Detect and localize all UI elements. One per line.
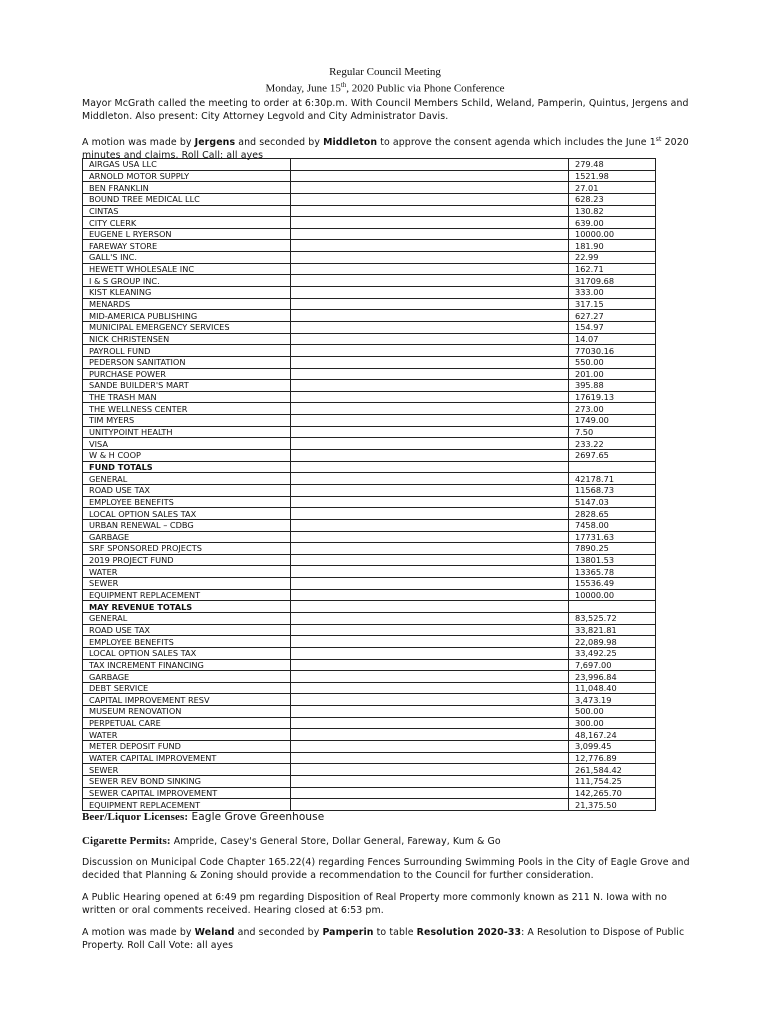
row-name: BOUND TREE MEDICAL LLC bbox=[83, 193, 291, 205]
consent-ordinal: st bbox=[655, 136, 662, 143]
row-blank bbox=[291, 240, 569, 252]
claims-table bbox=[82, 158, 656, 811]
resolution-mover: Weland bbox=[194, 927, 235, 938]
table-row bbox=[83, 170, 656, 182]
row-amount: 33,821.81 bbox=[569, 624, 656, 636]
table-row bbox=[83, 368, 656, 380]
row-blank bbox=[291, 729, 569, 741]
table-row bbox=[83, 578, 656, 590]
table-row bbox=[83, 321, 656, 333]
row-name: CINTAS bbox=[83, 205, 291, 217]
row-name: WATER bbox=[83, 729, 291, 741]
row-blank bbox=[291, 566, 569, 578]
row-blank bbox=[291, 612, 569, 624]
row-name: THE TRASH MAN bbox=[83, 391, 291, 403]
table-row bbox=[83, 159, 656, 171]
consent-text-2: and seconded by bbox=[235, 137, 324, 149]
table-row bbox=[83, 519, 656, 531]
row-blank bbox=[291, 473, 569, 485]
row-blank bbox=[291, 461, 569, 473]
table-row bbox=[83, 228, 656, 240]
table-row bbox=[83, 531, 656, 543]
row-amount: 627.27 bbox=[569, 310, 656, 322]
table-row bbox=[83, 287, 656, 299]
table-row bbox=[83, 391, 656, 403]
table-row bbox=[83, 275, 656, 287]
row-blank bbox=[291, 589, 569, 601]
row-name: MUSEUM RENOVATION bbox=[83, 706, 291, 718]
row-blank bbox=[291, 380, 569, 392]
row-amount: 111,754.25 bbox=[569, 775, 656, 787]
table-row bbox=[83, 752, 656, 764]
table-section-heading bbox=[83, 461, 656, 473]
row-blank bbox=[291, 333, 569, 345]
row-amount: 11568.73 bbox=[569, 484, 656, 496]
row-name: THE WELLNESS CENTER bbox=[83, 403, 291, 415]
row-name: VISA bbox=[83, 438, 291, 450]
row-amount: 17619.13 bbox=[569, 391, 656, 403]
resolution-text-1: A motion was made by bbox=[82, 927, 195, 938]
row-blank bbox=[291, 287, 569, 299]
row-name: DEBT SERVICE bbox=[83, 682, 291, 694]
row-amount: 33,492.25 bbox=[569, 647, 656, 659]
row-name: FAREWAY STORE bbox=[83, 240, 291, 252]
table-row bbox=[83, 298, 656, 310]
row-blank bbox=[291, 193, 569, 205]
row-name: METER DEPOSIT FUND bbox=[83, 741, 291, 753]
row-blank bbox=[291, 647, 569, 659]
row-blank bbox=[291, 636, 569, 648]
table-row bbox=[83, 240, 656, 252]
row-amount: 550.00 bbox=[569, 356, 656, 368]
cigarette-label: Cigarette Permits: bbox=[82, 835, 171, 847]
row-amount: 300.00 bbox=[569, 717, 656, 729]
row-amount: 10000.00 bbox=[569, 589, 656, 601]
table-row bbox=[83, 438, 656, 450]
row-amount: 201.00 bbox=[569, 368, 656, 380]
row-amount: 22,089.98 bbox=[569, 636, 656, 648]
row-blank bbox=[291, 182, 569, 194]
row-amount: 1749.00 bbox=[569, 415, 656, 427]
row-name: EQUIPMENT REPLACEMENT bbox=[83, 799, 291, 811]
table-row bbox=[83, 345, 656, 357]
row-blank bbox=[291, 741, 569, 753]
table-row bbox=[83, 252, 656, 264]
row-blank bbox=[291, 368, 569, 380]
table-row bbox=[83, 659, 656, 671]
table-row bbox=[83, 356, 656, 368]
subtitle-date: Monday, June 15 bbox=[265, 82, 341, 95]
row-name: ROAD USE TAX bbox=[83, 624, 291, 636]
row-blank bbox=[291, 519, 569, 531]
row-blank bbox=[291, 298, 569, 310]
table-row bbox=[83, 508, 656, 520]
table-row bbox=[83, 589, 656, 601]
row-amount: 500.00 bbox=[569, 706, 656, 718]
table-row bbox=[83, 554, 656, 566]
row-amount: 1521.98 bbox=[569, 170, 656, 182]
row-name: WATER CAPITAL IMPROVEMENT bbox=[83, 752, 291, 764]
row-blank bbox=[291, 484, 569, 496]
row-blank bbox=[291, 159, 569, 171]
consent-text-3: to approve the consent agenda which includes the June 1 bbox=[377, 137, 656, 149]
row-amount: 21,375.50 bbox=[569, 799, 656, 811]
table-row bbox=[83, 193, 656, 205]
row-name: MID-AMERICA PUBLISHING bbox=[83, 310, 291, 322]
row-blank bbox=[291, 531, 569, 543]
row-name: SEWER bbox=[83, 578, 291, 590]
row-name: SEWER bbox=[83, 764, 291, 776]
row-name: GALL'S INC. bbox=[83, 252, 291, 264]
table-row bbox=[83, 682, 656, 694]
table-row bbox=[83, 426, 656, 438]
row-blank bbox=[291, 671, 569, 683]
row-blank bbox=[291, 217, 569, 229]
row-amount: 181.90 bbox=[569, 240, 656, 252]
row-name: PURCHASE POWER bbox=[83, 368, 291, 380]
row-name: HEWETT WHOLESALE INC bbox=[83, 263, 291, 275]
row-amount: 48,167.24 bbox=[569, 729, 656, 741]
table-row bbox=[83, 496, 656, 508]
row-blank bbox=[291, 682, 569, 694]
table-row bbox=[83, 799, 656, 811]
row-name: GARBAGE bbox=[83, 531, 291, 543]
table-row bbox=[83, 764, 656, 776]
row-name: PEDERSON SANITATION bbox=[83, 356, 291, 368]
row-blank bbox=[291, 321, 569, 333]
row-blank bbox=[291, 310, 569, 322]
row-name: SEWER CAPITAL IMPROVEMENT bbox=[83, 787, 291, 799]
table-row bbox=[83, 612, 656, 624]
table-row bbox=[83, 729, 656, 741]
row-blank bbox=[291, 706, 569, 718]
row-amount: 15536.49 bbox=[569, 578, 656, 590]
table-row bbox=[83, 333, 656, 345]
resolution-number: Resolution 2020-33 bbox=[416, 927, 522, 938]
row-name: MAY REVENUE TOTALS bbox=[83, 601, 291, 613]
row-blank bbox=[291, 205, 569, 217]
table-row bbox=[83, 415, 656, 427]
row-blank bbox=[291, 775, 569, 787]
row-name: EMPLOYEE BENEFITS bbox=[83, 496, 291, 508]
row-amount: 317.15 bbox=[569, 298, 656, 310]
row-blank bbox=[291, 543, 569, 555]
table-row bbox=[83, 775, 656, 787]
row-blank bbox=[291, 624, 569, 636]
cigarette-value: Ampride, Casey's General Store, Dollar General, Fareway, Kum & Go bbox=[170, 836, 501, 847]
row-name: GENERAL bbox=[83, 473, 291, 485]
row-amount: 17731.63 bbox=[569, 531, 656, 543]
meeting-title: Regular Council Meeting bbox=[329, 66, 441, 78]
table-row bbox=[83, 566, 656, 578]
table-row bbox=[83, 205, 656, 217]
row-name: BEN FRANKLIN bbox=[83, 182, 291, 194]
row-name: PERPETUAL CARE bbox=[83, 717, 291, 729]
row-blank bbox=[291, 252, 569, 264]
row-blank bbox=[291, 764, 569, 776]
row-name: ROAD USE TAX bbox=[83, 484, 291, 496]
row-blank bbox=[291, 601, 569, 613]
table-row bbox=[83, 717, 656, 729]
row-amount: 22.99 bbox=[569, 252, 656, 264]
beer-value: Eagle Grove Greenhouse bbox=[188, 811, 325, 823]
row-amount: 3,473.19 bbox=[569, 694, 656, 706]
row-name: SEWER REV BOND SINKING bbox=[83, 775, 291, 787]
row-name: GARBAGE bbox=[83, 671, 291, 683]
row-blank bbox=[291, 275, 569, 287]
row-blank bbox=[291, 496, 569, 508]
row-amount: 154.97 bbox=[569, 321, 656, 333]
row-name: MUNICIPAL EMERGENCY SERVICES bbox=[83, 321, 291, 333]
resolution-text-3: to table bbox=[373, 927, 417, 938]
consent-seconder: Middleton bbox=[323, 137, 378, 149]
row-amount: 7.50 bbox=[569, 426, 656, 438]
table-row bbox=[83, 706, 656, 718]
row-amount: 395.88 bbox=[569, 380, 656, 392]
subtitle-ordinal: th bbox=[340, 81, 347, 89]
row-blank bbox=[291, 415, 569, 427]
row-blank bbox=[291, 403, 569, 415]
table-row bbox=[83, 636, 656, 648]
beer-licenses bbox=[82, 811, 692, 825]
intro-paragraph: Mayor McGrath called the meeting to order at 6:30p.m. With Council Members Schild, Weland, Pamperin, Quintus, Jergens and Middleton. Also present: City Attorney Legvold and City Administrator Davis. bbox=[82, 98, 689, 122]
table-row bbox=[83, 694, 656, 706]
row-name: CITY CLERK bbox=[83, 217, 291, 229]
table-row bbox=[83, 484, 656, 496]
table-row bbox=[83, 380, 656, 392]
row-amount: 628.23 bbox=[569, 193, 656, 205]
table-row bbox=[83, 310, 656, 322]
row-amount: 162.71 bbox=[569, 263, 656, 275]
row-amount: 31709.68 bbox=[569, 275, 656, 287]
row-blank bbox=[291, 426, 569, 438]
row-name: MENARDS bbox=[83, 298, 291, 310]
row-amount: 77030.16 bbox=[569, 345, 656, 357]
table-row bbox=[83, 543, 656, 555]
row-blank bbox=[291, 228, 569, 240]
row-blank bbox=[291, 578, 569, 590]
consent-text-1: A motion was made by bbox=[82, 137, 195, 149]
subtitle-venue: , 2020 Public via Phone Conference bbox=[346, 82, 505, 95]
consent-mover: Jergens bbox=[194, 137, 236, 149]
row-blank bbox=[291, 356, 569, 368]
row-blank bbox=[291, 508, 569, 520]
row-name: WATER bbox=[83, 566, 291, 578]
row-blank bbox=[291, 450, 569, 462]
row-name: PAYROLL FUND bbox=[83, 345, 291, 357]
cigarette-permits bbox=[82, 835, 692, 849]
row-name: TAX INCREMENT FINANCING bbox=[83, 659, 291, 671]
row-name: LOCAL OPTION SALES TAX bbox=[83, 647, 291, 659]
row-blank bbox=[291, 787, 569, 799]
meeting-header bbox=[0, 66, 770, 96]
row-amount: 233.22 bbox=[569, 438, 656, 450]
row-amount: 2828.65 bbox=[569, 508, 656, 520]
row-blank bbox=[291, 263, 569, 275]
row-amount: 83,525.72 bbox=[569, 612, 656, 624]
row-name: UNITYPOINT HEALTH bbox=[83, 426, 291, 438]
row-amount: 13801.53 bbox=[569, 554, 656, 566]
row-name: SRF SPONSORED PROJECTS bbox=[83, 543, 291, 555]
resolution-text-2: and seconded by bbox=[234, 927, 323, 938]
row-name: EUGENE L RYERSON bbox=[83, 228, 291, 240]
discussion-paragraph: Discussion on Municipal Code Chapter 165.22(4) regarding Fences Surrounding Swimming Pools in the City of Eagle Grove and decided that Planning & Zoning should provide a recommendation to the Council for further consideration. bbox=[82, 857, 690, 881]
row-amount: 7458.00 bbox=[569, 519, 656, 531]
row-amount: 13365.78 bbox=[569, 566, 656, 578]
row-name: W & H COOP bbox=[83, 450, 291, 462]
row-blank bbox=[291, 438, 569, 450]
row-blank bbox=[291, 554, 569, 566]
row-amount: 23,996.84 bbox=[569, 671, 656, 683]
table-row bbox=[83, 473, 656, 485]
row-name: KIST KLEANING bbox=[83, 287, 291, 299]
beer-label: Beer/Liquor Licenses: bbox=[82, 811, 189, 823]
row-name: CAPITAL IMPROVEMENT RESV bbox=[83, 694, 291, 706]
row-amount: 7,697.00 bbox=[569, 659, 656, 671]
table-row bbox=[83, 217, 656, 229]
hearing-paragraph: A Public Hearing opened at 6:49 pm regarding Disposition of Real Property more commonly known as 211 N. Iowa with no written or oral comments received. Hearing closed at 6:53 pm. bbox=[82, 892, 667, 916]
row-name: URBAN RENEWAL – CDBG bbox=[83, 519, 291, 531]
row-name: NICK CHRISTENSEN bbox=[83, 333, 291, 345]
table-row bbox=[83, 671, 656, 683]
row-amount: 130.82 bbox=[569, 205, 656, 217]
row-amount: 7890.25 bbox=[569, 543, 656, 555]
row-amount: 11,048.40 bbox=[569, 682, 656, 694]
row-blank bbox=[291, 717, 569, 729]
row-amount: 5147.03 bbox=[569, 496, 656, 508]
row-blank bbox=[291, 170, 569, 182]
consent-text-4: 2020 minutes and claims. Roll Call: all ayes bbox=[82, 137, 689, 161]
row-blank bbox=[291, 752, 569, 764]
row-name: EQUIPMENT REPLACEMENT bbox=[83, 589, 291, 601]
row-blank bbox=[291, 391, 569, 403]
row-name: GENERAL bbox=[83, 612, 291, 624]
row-name: I & S GROUP INC. bbox=[83, 275, 291, 287]
table-row bbox=[83, 182, 656, 194]
row-name: TIM MYERS bbox=[83, 415, 291, 427]
table-row bbox=[83, 450, 656, 462]
row-amount: 27.01 bbox=[569, 182, 656, 194]
resolution-seconder: Pamperin bbox=[322, 927, 374, 938]
row-amount: 12,776.89 bbox=[569, 752, 656, 764]
row-amount: 2697.65 bbox=[569, 450, 656, 462]
row-blank bbox=[291, 694, 569, 706]
row-amount bbox=[569, 601, 656, 613]
resolution-text-4: : A Resolution to Dispose of Public Property. Roll Call Vote: all ayes bbox=[82, 927, 685, 951]
row-name: AIRGAS USA LLC bbox=[83, 159, 291, 171]
resolution-motion-paragraph bbox=[82, 927, 692, 952]
row-amount: 10000.00 bbox=[569, 228, 656, 240]
row-amount: 14.07 bbox=[569, 333, 656, 345]
row-amount: 273.00 bbox=[569, 403, 656, 415]
row-amount: 3,099.45 bbox=[569, 741, 656, 753]
row-blank bbox=[291, 345, 569, 357]
row-name: SANDE BUILDER'S MART bbox=[83, 380, 291, 392]
row-amount: 639.00 bbox=[569, 217, 656, 229]
row-amount: 142,265.70 bbox=[569, 787, 656, 799]
row-amount: 333.00 bbox=[569, 287, 656, 299]
row-name: 2019 PROJECT FUND bbox=[83, 554, 291, 566]
meeting-subtitle bbox=[0, 79, 770, 96]
row-amount: 279.48 bbox=[569, 159, 656, 171]
row-name: LOCAL OPTION SALES TAX bbox=[83, 508, 291, 520]
row-amount bbox=[569, 461, 656, 473]
table-row bbox=[83, 403, 656, 415]
table-row bbox=[83, 263, 656, 275]
table-section-heading bbox=[83, 601, 656, 613]
row-blank bbox=[291, 659, 569, 671]
table-row bbox=[83, 787, 656, 799]
row-amount: 261,584.42 bbox=[569, 764, 656, 776]
row-name: EMPLOYEE BENEFITS bbox=[83, 636, 291, 648]
row-blank bbox=[291, 799, 569, 811]
table-row bbox=[83, 624, 656, 636]
row-name: FUND TOTALS bbox=[83, 461, 291, 473]
row-name: ARNOLD MOTOR SUPPLY bbox=[83, 170, 291, 182]
table-row bbox=[83, 647, 656, 659]
table-row bbox=[83, 741, 656, 753]
row-amount: 42178.71 bbox=[569, 473, 656, 485]
